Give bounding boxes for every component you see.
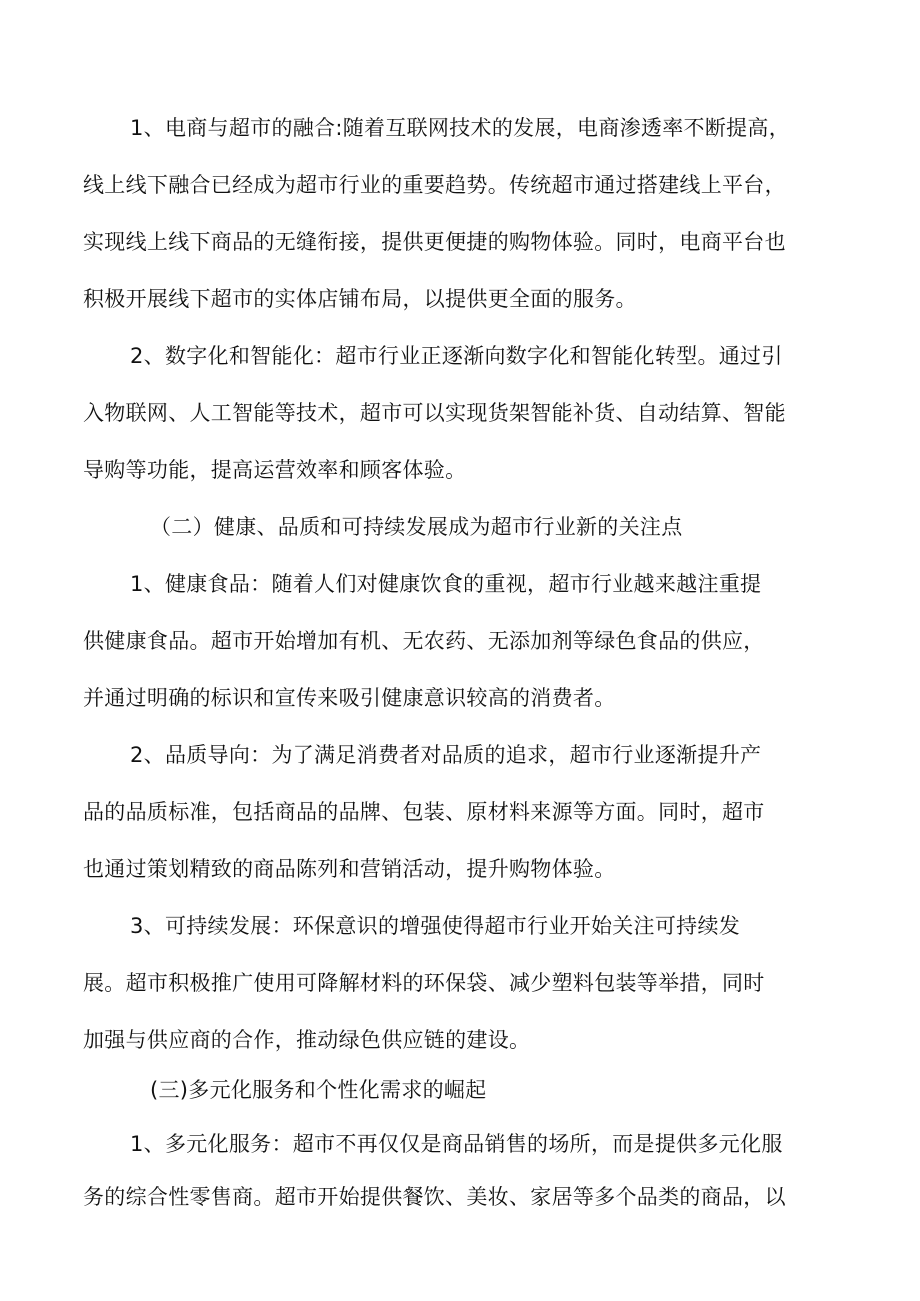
paragraph-line: 也通过策划精致的商品陈列和营销活动，提升购物体验。 <box>83 857 616 881</box>
paragraph-line: 积极开展线下超市的实体店铺布局，以提供更全面的服务。 <box>83 287 637 311</box>
section-heading: （二）健康、品质和可持续发展成为超市行业新的关注点 <box>150 515 683 539</box>
paragraph-line: 1、多元化服务：超市不再仅仅是商品销售的场所，而是提供多元化服 <box>130 1132 783 1156</box>
paragraph-line: 展。超市积极推广使用可降解材料的环保袋、减少塑料包装等举措，同时 <box>83 971 765 995</box>
paragraph-line: 并通过明确的标识和宣传来吸引健康意识较高的消费者。 <box>83 686 616 710</box>
paragraph-line: 1、健康食品：随着人们对健康饮食的重视，超市行业越来越注重提 <box>130 572 762 596</box>
paragraph-line: 加强与供应商的合作，推动绿色供应链的建设。 <box>83 1028 531 1052</box>
paragraph-line: 线上线下融合已经成为超市行业的重要趋势。传统超市通过搭建线上平台， <box>83 173 786 197</box>
paragraph-line: 导购等功能，提高运营效率和顾客体验。 <box>83 458 467 482</box>
paragraph-line: 实现线上线下商品的无缝衔接，提供更便捷的购物体验。同时，电商平台也 <box>83 230 786 254</box>
paragraph-line: 1、电商与超市的融合:随着互联网技术的发展，电商渗透率不断提高， <box>130 116 791 140</box>
section-heading: (三)多元化服务和个性化需求的崛起 <box>150 1078 487 1102</box>
paragraph-line: 2、数字化和智能化：超市行业正逐渐向数字化和智能化转型。通过引 <box>130 344 783 368</box>
paragraph-line: 2、品质导向：为了满足消费者对品质的追求，超市行业逐渐提升产 <box>130 743 762 767</box>
paragraph-line: 入物联网、人工智能等技术，超市可以实现货架智能补货、自动结算、智能 <box>83 401 786 425</box>
paragraph-line: 3、可持续发展：环保意识的增强使得超市行业开始关注可持续发 <box>130 914 741 938</box>
paragraph-line: 务的综合性零售商。超市开始提供餐饮、美妆、家居等多个品类的商品，以 <box>83 1185 786 1209</box>
paragraph-line: 供健康食品。超市开始增加有机、无农药、无添加剂等绿色食品的供应， <box>83 629 765 653</box>
paragraph-line: 品的品质标准，包括商品的品牌、包装、原材料来源等方面。同时，超市 <box>83 800 765 824</box>
